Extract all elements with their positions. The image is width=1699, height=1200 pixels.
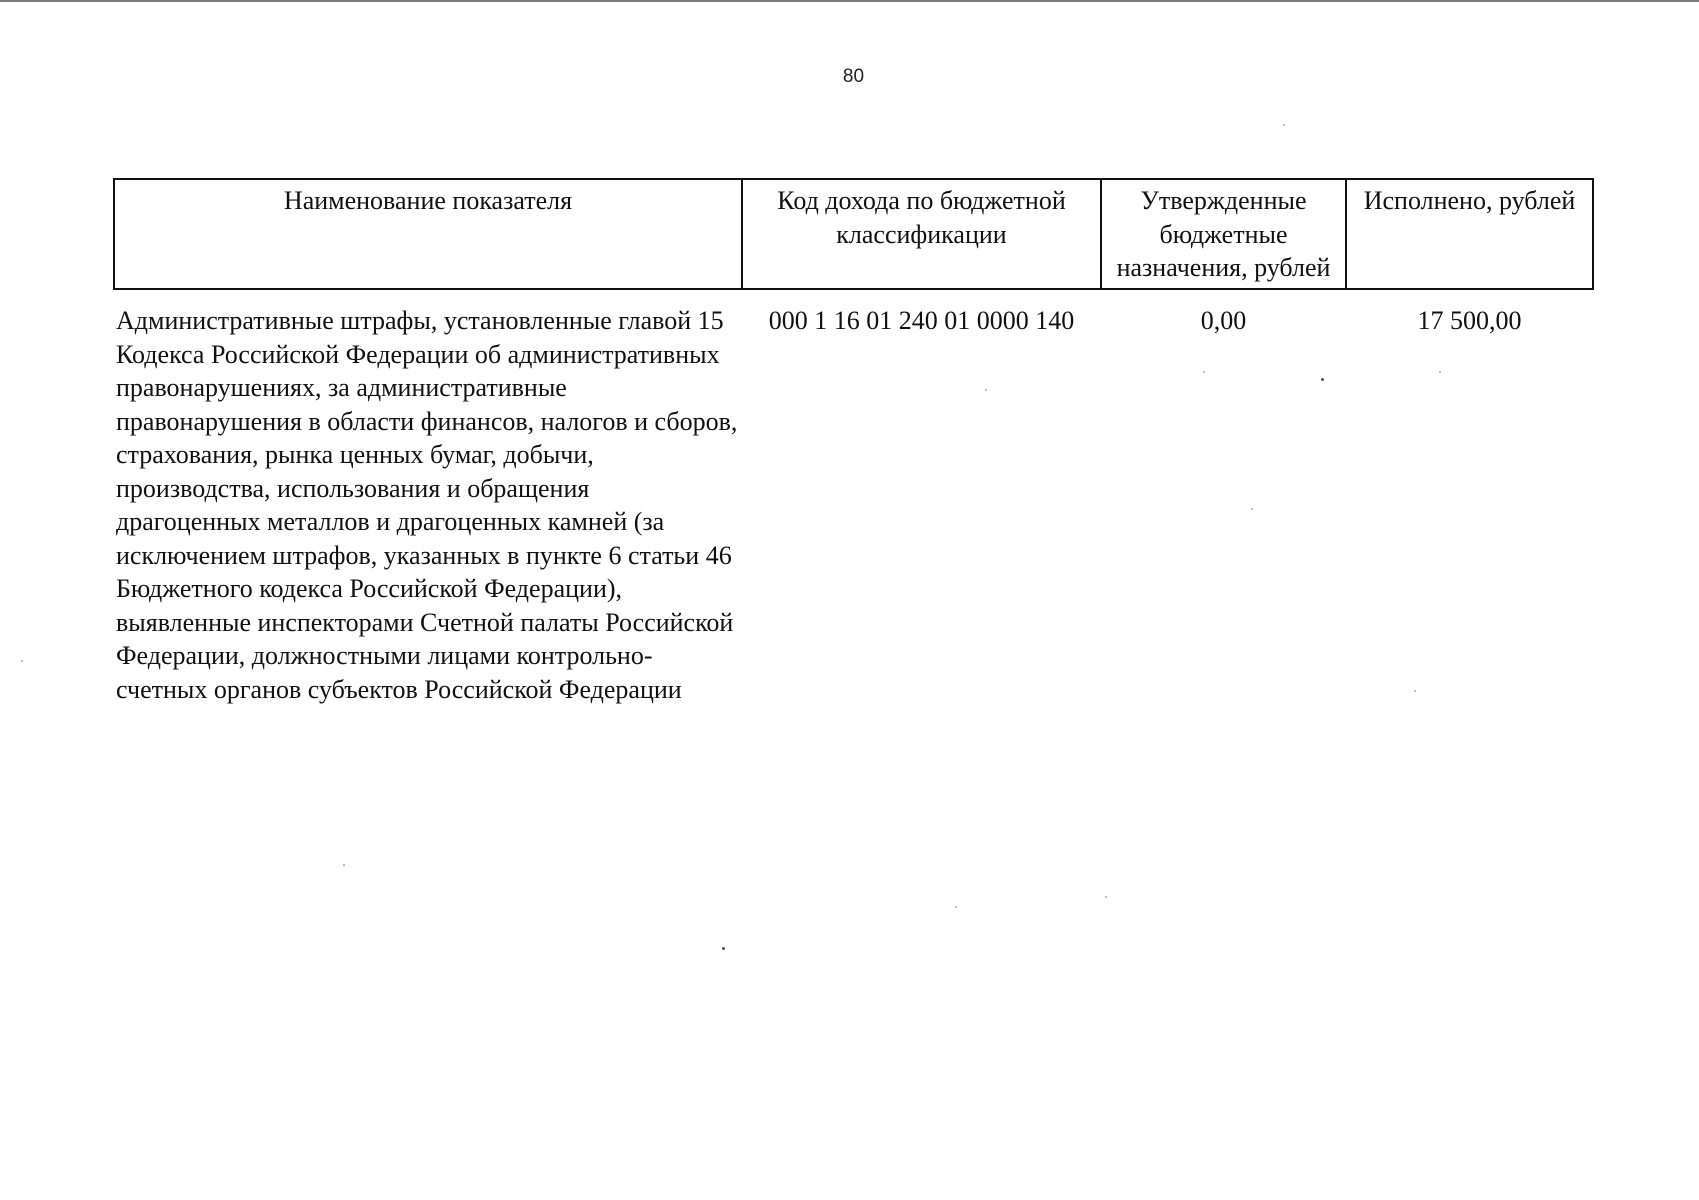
- scan-speck: [955, 906, 957, 908]
- table-header: [114, 179, 1593, 289]
- scan-speck: [1203, 371, 1205, 373]
- scan-speck: [985, 389, 987, 391]
- scan-speck: [1439, 371, 1441, 373]
- row-income-code: 000 1 16 01 240 01 0000 140: [768, 306, 1075, 335]
- scan-speck: [722, 947, 725, 950]
- row-executed-amount: 17 500,00: [1417, 306, 1522, 335]
- scan-speck: [1321, 378, 1324, 381]
- scan-speck: [21, 660, 23, 662]
- scan-speck: [1105, 896, 1107, 898]
- scan-speck: [1283, 124, 1285, 126]
- header-executed-amount: Исполнено, рублей: [1346, 179, 1593, 289]
- header-approved-amount: Утвержденные бюджетные назначения, рублей: [1101, 179, 1346, 289]
- header-income-code: Код дохода по бюджетной классификации: [742, 179, 1101, 289]
- scan-speck: [343, 864, 345, 866]
- header-indicator-name: Наименование показателя: [114, 179, 742, 289]
- scan-speck: [1414, 690, 1416, 692]
- budget-table: [113, 178, 1594, 706]
- page-number: 80: [842, 66, 865, 87]
- row-approved-amount: 0,00: [1200, 306, 1247, 335]
- header-row: [114, 179, 1593, 289]
- top-scan-edge: [0, 0, 1699, 2]
- row-indicator-name: Административные штрафы, установленные главой 15 Кодекса Российской Федерации об административных правонарушениях, за административные правонарушения в области финансов, налогов и сборов, страхования, рынка ценных бумаг, добычи, производства, использования и обращения драгоценных металлов и драгоценных камней (за исключением штрафов, указанных в пункте 6 статьи 46 Бюджетного кодекса Российской Федерации), выявленные инспекторами Счетной палаты Российской Федерации, должностными лицами контрольно-счетных органов субъектов Российской Федерации: [116, 306, 738, 704]
- scan-speck: [1251, 508, 1253, 510]
- table-body: [114, 289, 1593, 706]
- table-row: [114, 289, 1593, 706]
